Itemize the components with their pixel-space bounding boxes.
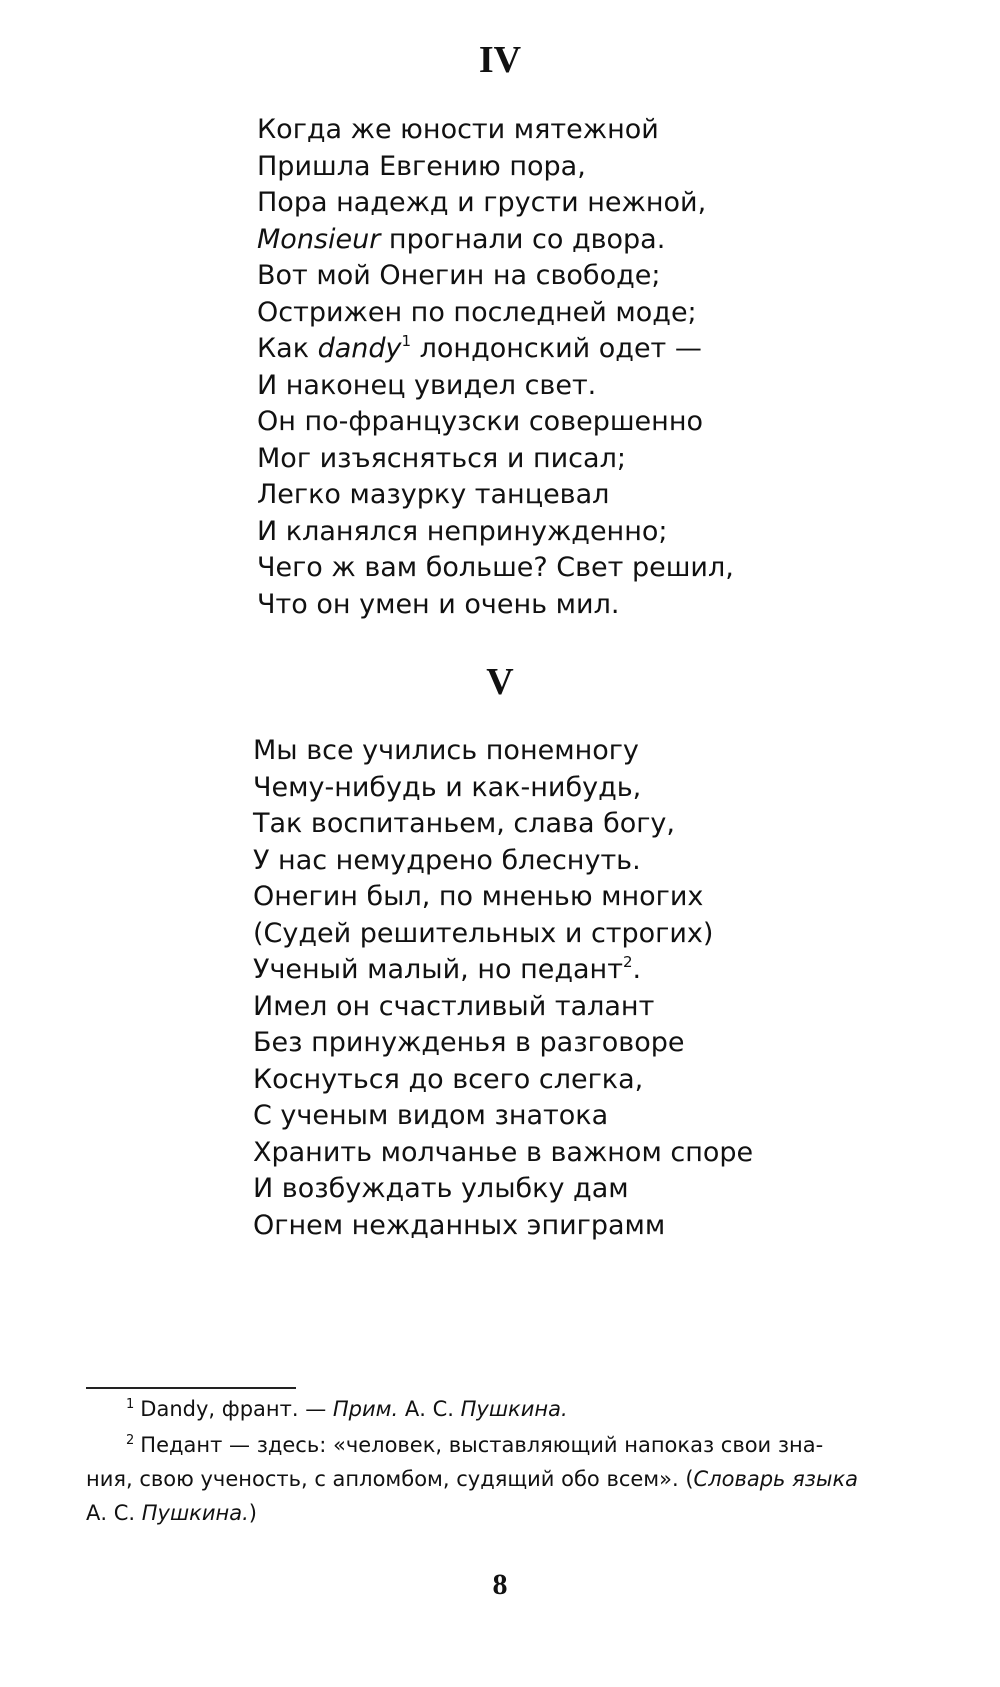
verse-text: Как	[257, 333, 318, 364]
verse-line: И возбуждать улыбку дам	[253, 1173, 629, 1204]
verse-text: лондонский одет —	[411, 333, 702, 364]
verse-line: У нас немудрено блеснуть.	[253, 844, 641, 876]
verse-line: Имел он счастливый талант	[253, 990, 655, 1022]
stanza-iv	[257, 112, 977, 623]
footnote-italic: Словарь языка	[693, 1467, 859, 1491]
footnote-italic: Пушкина.	[460, 1397, 568, 1421]
footnote-text: Педант — здесь: «человек, выставляющий напоказ свои зна-	[140, 1433, 824, 1457]
footnote-text: )	[248, 1501, 257, 1525]
stanza-number-v: V	[486, 661, 514, 703]
verse-line: (Судей решительных и строгих)	[253, 917, 714, 949]
verse-line: Что он умен и очень мил.	[257, 588, 620, 620]
footnote-italic: Прим.	[332, 1397, 399, 1421]
italic-word: dandy	[317, 333, 402, 364]
verse-line: Пора надежд и грусти нежной,	[257, 187, 707, 218]
footnote-mark: 2	[126, 1433, 135, 1448]
verse-line: Вот мой Онегин на свободе;	[257, 260, 661, 291]
verse-text: прогнали со двора.	[380, 223, 666, 255]
verse-line: Мог изъясняться и писал;	[257, 442, 626, 474]
verse-line: Так воспитаньем, слава богу,	[253, 808, 675, 839]
footnote-line	[86, 1428, 926, 1462]
verse-line: Острижен по последней моде;	[257, 296, 697, 328]
italic-word: Monsieur	[257, 223, 381, 255]
verse-line: Огнем нежданных эпиграмм	[253, 1209, 666, 1241]
verse-line: Когда же юности мятежной	[257, 114, 659, 145]
verse-line: С ученым видом знатока	[253, 1100, 609, 1131]
footnote-mark: 1	[126, 1397, 135, 1412]
stanza-v	[253, 733, 973, 1244]
verse-line: И кланялся непринужденно;	[257, 515, 668, 547]
verse-line: Без принужденья в разговоре	[253, 1027, 685, 1058]
footnote-text: ния, свою ученость, с апломбом, судящий обо всем». (	[86, 1467, 694, 1491]
footnote-line	[86, 1496, 926, 1530]
verse-line: Коснуться до всего слегка,	[253, 1063, 644, 1095]
footnote-text: Dandy, франт. —	[140, 1397, 333, 1421]
verse-line: Легко мазурку танцевал	[257, 479, 610, 510]
footnote-divider	[86, 1387, 296, 1389]
verse-line	[253, 952, 973, 989]
footnote-ref: 1	[401, 332, 412, 350]
footnote-text: А. С.	[86, 1501, 142, 1525]
verse-line: Хранить молчанье в важном споре	[253, 1136, 754, 1168]
footnote-text: А. С.	[398, 1397, 461, 1421]
verse-line: Чему-нибудь и как-нибудь,	[253, 771, 642, 803]
verse-text: Ученый малый, но педант	[253, 954, 623, 985]
footnote-italic: Пушкина.	[141, 1501, 249, 1525]
verse-line: Чего ж вам больше? Свет решил,	[257, 552, 734, 583]
verse-line: И наконец увидел свет.	[257, 369, 597, 401]
verse-line	[257, 222, 977, 259]
verse-line: Он по-французски совершенно	[257, 406, 703, 437]
verse-text: .	[632, 954, 642, 985]
verse-line	[257, 331, 977, 368]
stanza-number-iv: IV	[478, 39, 522, 81]
footnote-ref: 2	[622, 953, 633, 971]
page-number: 8	[492, 1568, 508, 1601]
verse-line: Онегин был, по мненью многих	[253, 881, 704, 912]
footnote-line	[86, 1462, 926, 1496]
footnote-2	[86, 1428, 926, 1530]
verse-line: Мы все учились понемногу	[253, 735, 639, 766]
verse-line: Пришла Евгению пора,	[257, 150, 586, 182]
footnote-1	[86, 1392, 926, 1426]
